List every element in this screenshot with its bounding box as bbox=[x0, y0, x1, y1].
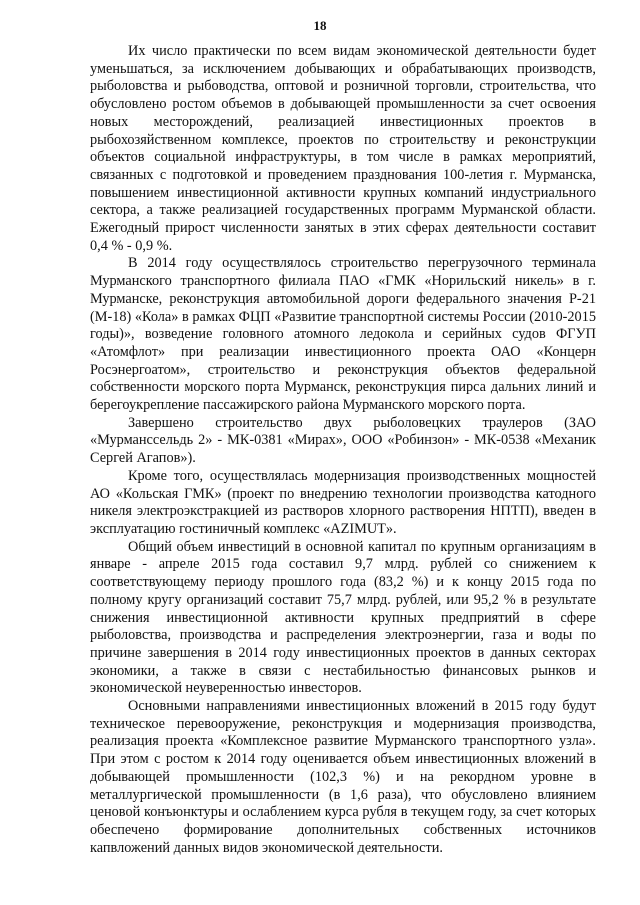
page-number: 18 bbox=[313, 18, 327, 33]
paragraph: Кроме того, осуществлялась модернизация производственных мощностей АО «Кольская ГМК» (проект по внедрению технологии производства катодного никеля электроэкстракцией из растворов хлорного растворения НПТП), введен в эксплуатацию гостиничный комплекс «AZIMUT». bbox=[90, 467, 596, 537]
paragraph: В 2014 году осуществлялось строительство перегрузочного терминала Мурманского транспортного филиала ПАО «ГМК «Норильский никель» в г. Мурманске, реконструкция автомобильной дороги федерального значения Р-21 (М-18) «Кола» в рамках ФЦП «Развитие транспортной системы России (2010-2015 годы)», возведение головного атомного ледокола и серийных судов ФГУП «Атомфлот» при реализации инвестиционного проекта ОАО «Концерн Росэнергоатом», строительство и реконструкция объектов федеральной собственности морского порта Мурманск, реконструкция пирса дальних линий и берегоукрепление пассажирского района Мурманского морского порта. bbox=[90, 255, 596, 414]
paragraph: Завершено строительство двух рыболовецких траулеров (ЗАО «Мурманссельдь 2» - МК-0381 «Мирах», ООО «Робинзон» - МК-0538 «Механик Сергей Агапов»). bbox=[90, 414, 596, 467]
paragraph: Их число практически по всем видам экономической деятельности будет уменьшаться, за исключением добывающих и обрабатывающих производств, рыболовства и рыбоводства, оптовой и розничной торговли, строительства, что обусловлено ростом объемов в добывающей промышленности за счет освоения новых месторождений, реализацией инвестиционных проектов в рыбохозяйственном комплексе, проектов по строительству и реконструкции объектов социальной инфраструктуры, в том числе в рамках мероприятий, связанных с подготовкой и проведением празднования 100-летия г. Мурманска, повышением инвестиционной активности крупных компаний индустриального сектора, а также реализацией государственных программ Мурманской области. Ежегодный прирост численности занятых в этих сферах деятельности составит 0,4 % - 0,9 %. bbox=[90, 43, 596, 254]
paragraph: Основными направлениями инвестиционных вложений в 2015 году будут техническое перевооружение, реконструкция и модернизация производства, реализация проекта «Комплексное развитие Мурманского транспортного узла». При этом с ростом к 2014 году оценивается объем инвестиционных вложений в добывающей промышленности (102,3 %) и на рекордном уровне в металлургической промышленности (в 1,6 раза), что обусловлено влиянием ценовой конъюнктуры и ослаблением курса рубля в текущем году, за счет которых обеспечено формирование дополнительных собственных источников капвложений данных видов экономической деятельности. bbox=[90, 698, 596, 856]
paragraph: Общий объем инвестиций в основной капитал по крупным организациям в январе - апреле 2015 года составил 9,7 млрд. рублей со снижением к соответствующему периоду прошлого года (83,2 %) и к концу 2015 года по полному кругу организаций составит 75,7 млрд. рублей, или 95,2 % в результате снижения инвестиционной активности крупных предприятий в сфере рыболовства, производства и распределения электроэнергии, газа и воды по причине завершения в 2014 году инвестиционных проектов в данных секторах экономики, а также в связи с нестабильностью финансовых рынков и экономической неуверенностью инвесторов. bbox=[90, 538, 596, 697]
document-body bbox=[90, 43, 596, 857]
